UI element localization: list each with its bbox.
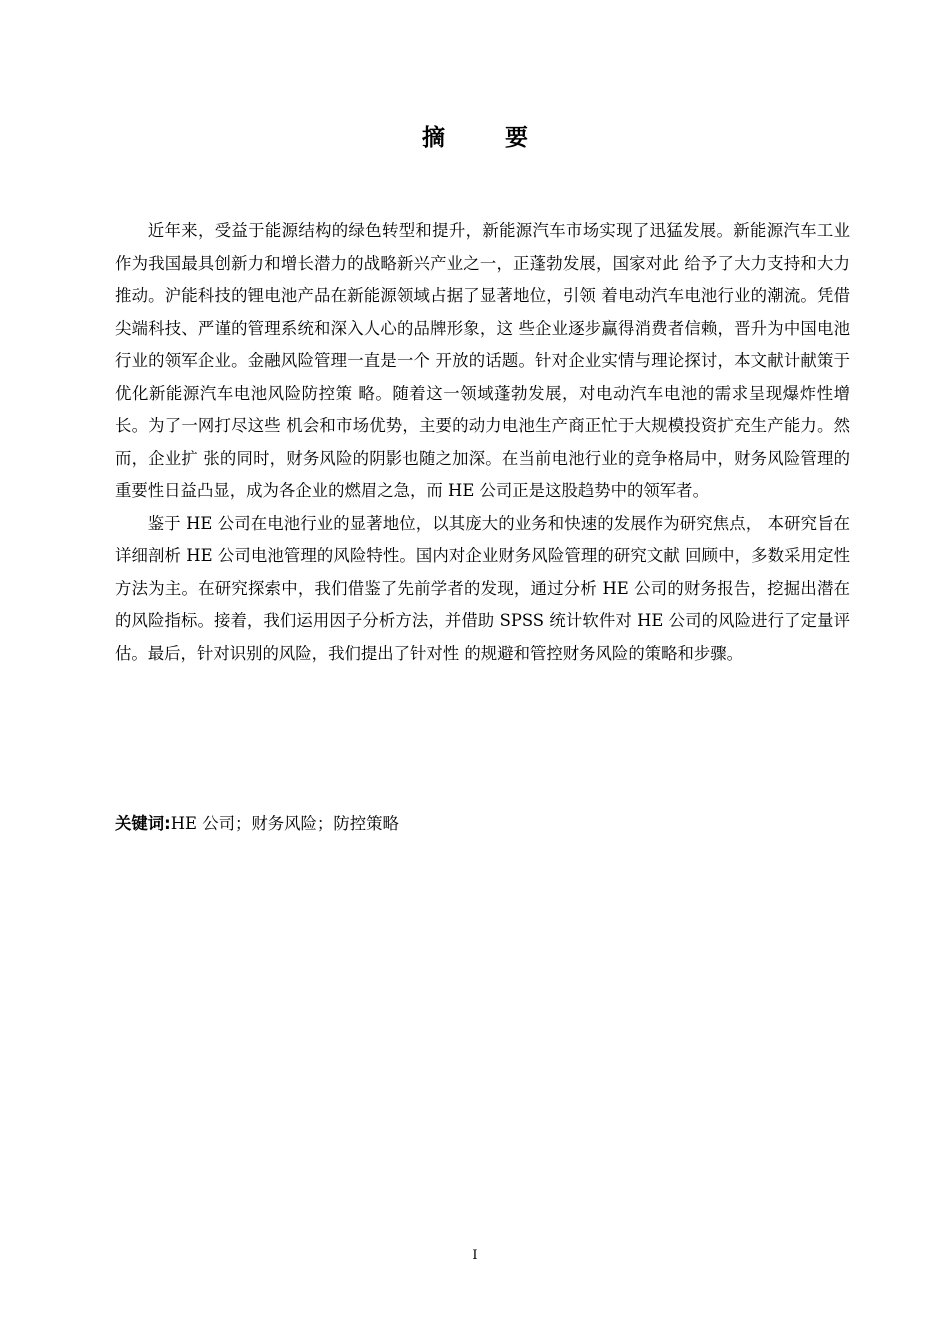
page-number: I <box>472 1248 478 1263</box>
abstract-body <box>115 215 850 670</box>
keywords-label: 关键词: <box>115 814 171 833</box>
keywords-line <box>115 809 850 839</box>
abstract-paragraph-1: 近年来，受益于能源结构的绿色转型和提升，新能源汽车市场实现了迅猛发展。新能源汽车工业作为我国最具创新力和增长潜力的战略新兴产业之一，正蓬勃发展，国家对此 给予了大力支持和大力推动。沪能科技的锂电池产品在新能源领域占据了显著地位，引领 着电动汽车电池行业的潮流。凭借尖端科技、严谨的管理系统和深入人心的品牌形象，这 些企业逐步赢得消费者信赖，晋升为中国电池行业的领军企业。金融风险管理一直是一个 开放的话题。针对企业实情与理论探讨，本文献计献策于优化新能源汽车电池风险防控策 略。随着这一领域蓬勃发展，对电动汽车电池的需求呈现爆炸性增长。为了一网打尽这些 机会和市场优势，主要的动力电池生产商正忙于大规模投资扩充生产能力。然而，企业扩 张的同时，财务风险的阴影也随之加深。在当前电池行业的竞争格局中，财务风险管理的 重要性日益凸显，成为各企业的燃眉之急，而 HE 公司正是这股趋势中的领军者。 <box>115 221 850 500</box>
keywords-value: HE 公司；财务风险；防控策略 <box>170 814 399 833</box>
abstract-title: 摘 要 <box>421 124 554 151</box>
abstract-paragraph-2: 鉴于 HE 公司在电池行业的显著地位，以其庞大的业务和快速的发展作为研究焦点， 本研究旨在详细剖析 HE 公司电池管理的风险特性。国内对企业财务风险管理的研究文献 回顾中，多数采用定性方法为主。在研究探索中，我们借鉴了先前学者的发现，通过分析 HE 公司的财务报告，挖掘出潜在的风险指标。接着，我们运用因子分析方法，并借助 SPSS 统计软件对 HE 公司的风险进行了定量评估。最后，针对识别的风险，我们提出了针对性 的规避和管控财务风险的策略和步骤。 <box>115 513 850 663</box>
